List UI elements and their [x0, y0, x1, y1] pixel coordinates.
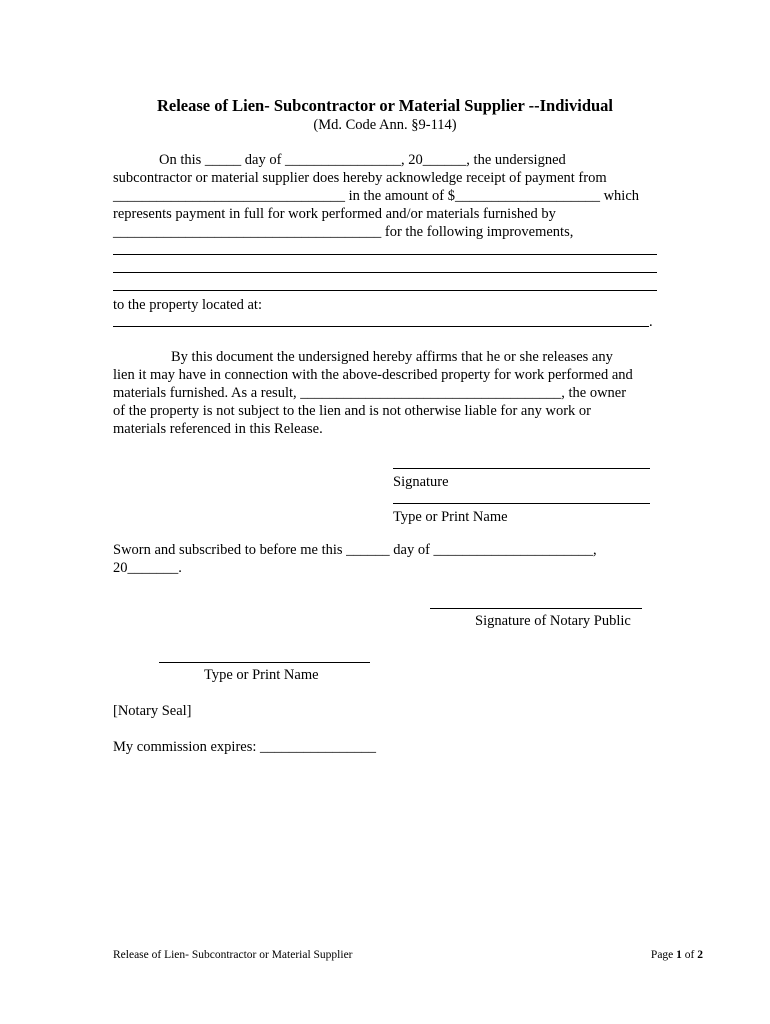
- improvements-line-2: [113, 272, 657, 273]
- commission-expires: My commission expires: ________________: [113, 739, 377, 755]
- document-subtitle: (Md. Code Ann. §9-114): [313, 117, 457, 133]
- sworn-line2: 20_______.: [113, 560, 182, 576]
- property-address-line: [113, 326, 649, 327]
- page-of: of: [681, 949, 698, 961]
- footer-title: Release of Lien- Subcontractor or Material Supplier: [113, 949, 353, 961]
- signature-label: Signature: [393, 474, 449, 490]
- para2-line3: materials furnished. As a result, ____________________________________, the owner: [113, 385, 627, 401]
- notary-seal: [Notary Seal]: [113, 703, 192, 719]
- notary-signature-label: Signature of Notary Public: [475, 613, 631, 629]
- improvements-line-1: [113, 254, 657, 255]
- signature-line: [393, 468, 650, 469]
- para2-line1: By this document the undersigned hereby affirms that he or she releases any: [171, 349, 613, 365]
- para1-line4: represents payment in full for work performed and/or materials furnished by: [113, 206, 556, 222]
- para1-line5: _____________________________________ for the following improvements,: [113, 224, 574, 240]
- page-current: 1: [676, 949, 682, 961]
- para2-line4: of the property is not subject to the lien and is not otherwise liable for any work or: [113, 403, 591, 419]
- para1-line1: On this _____ day of ________________, 20______, the undersigned: [159, 152, 566, 168]
- notary-name-line: [159, 662, 370, 663]
- property-address-period: .: [649, 314, 653, 330]
- para1-line2: subcontractor or material supplier does hereby acknowledge receipt of payment from: [113, 170, 607, 186]
- page-number: [651, 948, 703, 963]
- notary-name-label: Type or Print Name: [204, 667, 319, 683]
- page-prefix: Page: [650, 949, 677, 961]
- print-name-line: [393, 503, 650, 504]
- document-title: Release of Lien- Subcontractor or Material Supplier --Individual: [156, 96, 614, 115]
- page-total: 2: [697, 949, 703, 961]
- improvements-line-3: [113, 290, 657, 291]
- para1-line3: ________________________________ in the amount of $____________________ which: [113, 188, 640, 204]
- property-label: to the property located at:: [113, 297, 262, 313]
- para2-line2: lien it may have in connection with the above-described property for work performed and: [113, 367, 633, 383]
- notary-signature-line: [430, 608, 642, 609]
- sworn-line1: Sworn and subscribed to before me this ______ day of ______________________,: [113, 542, 597, 558]
- print-name-label: Type or Print Name: [393, 509, 508, 525]
- para2-line5: materials referenced in this Release.: [113, 421, 323, 437]
